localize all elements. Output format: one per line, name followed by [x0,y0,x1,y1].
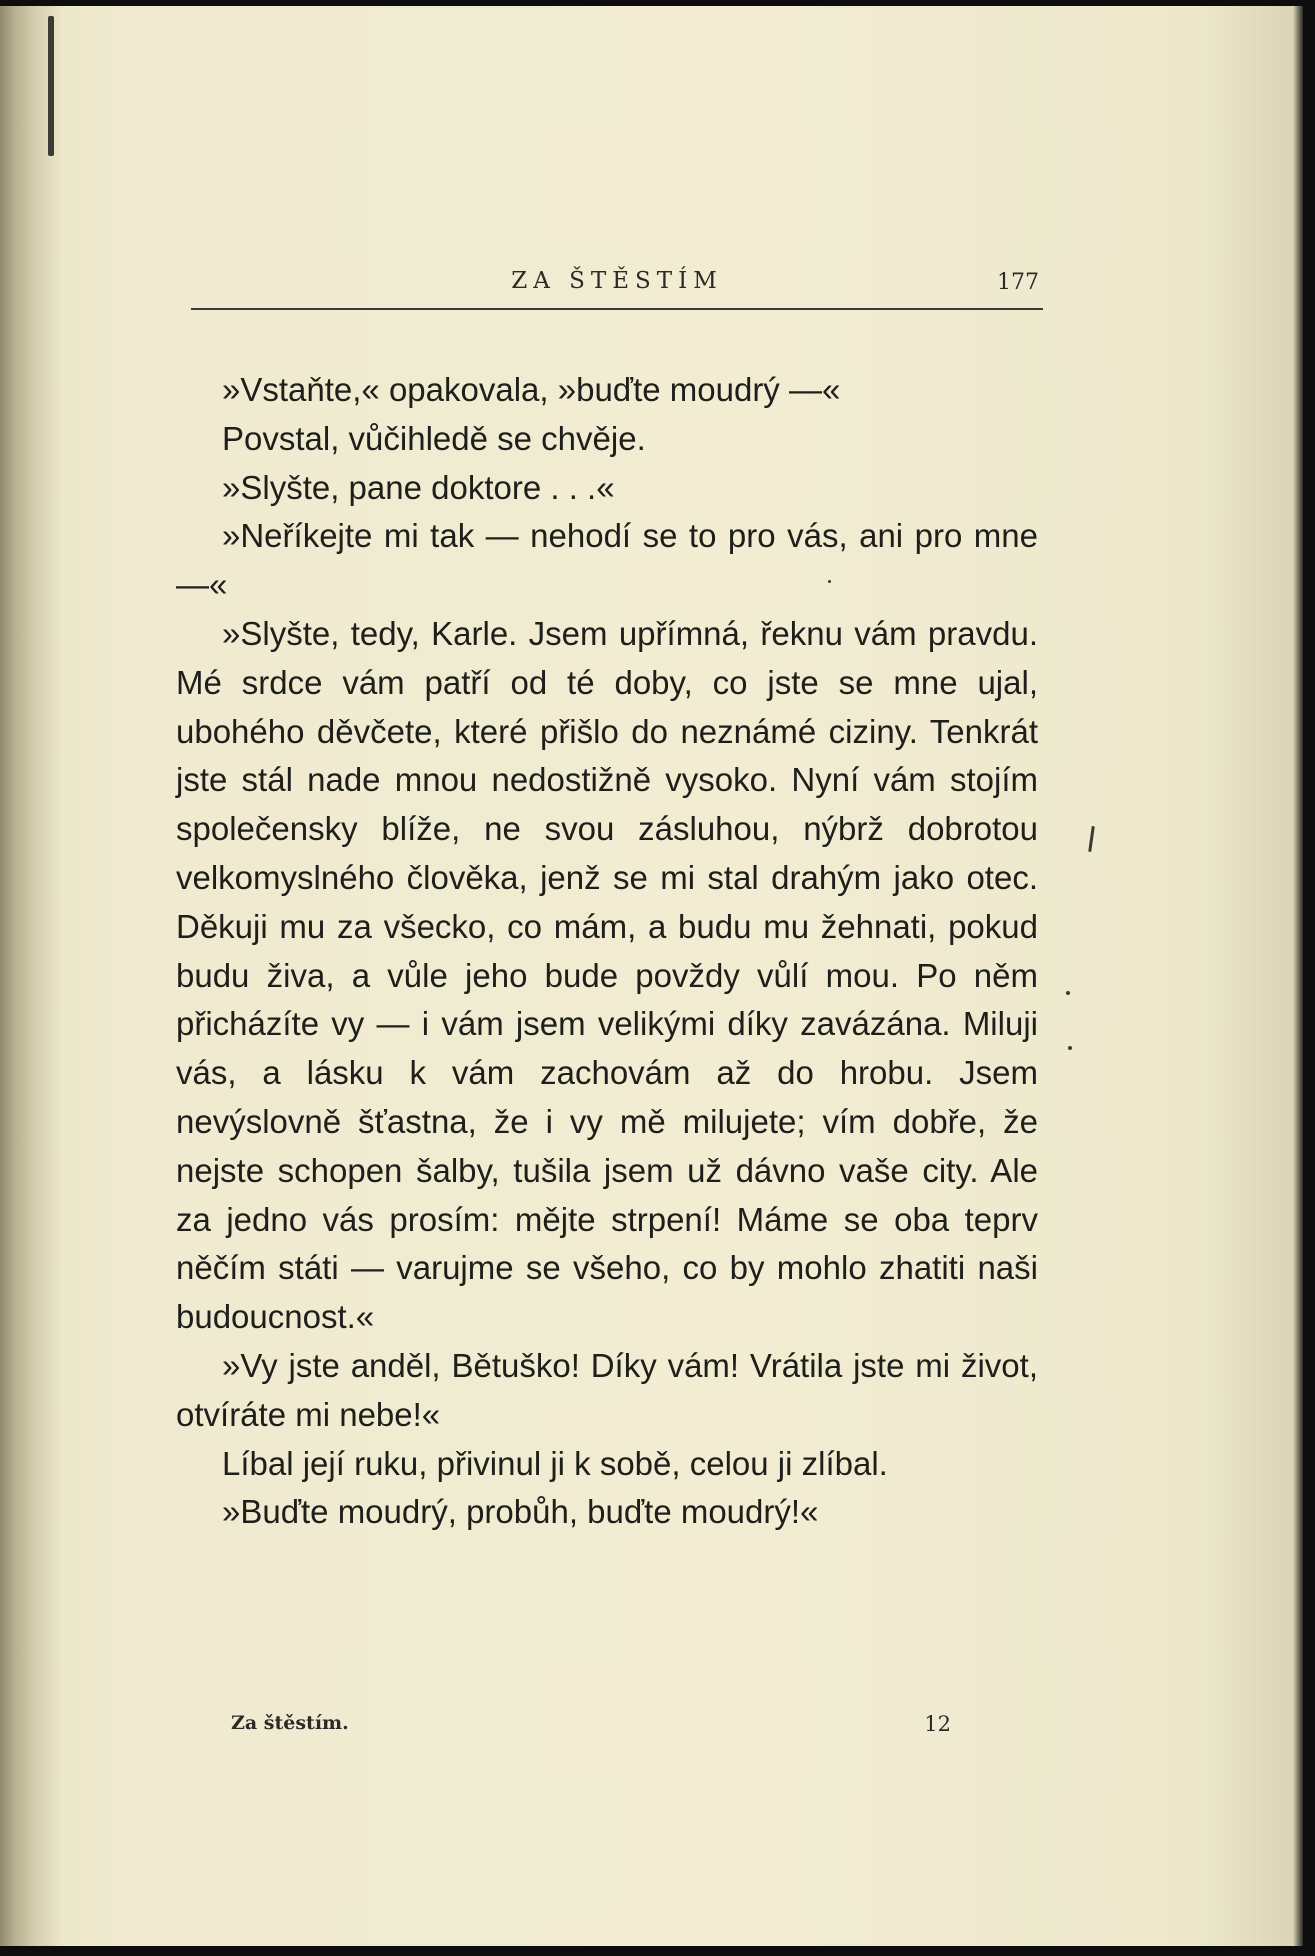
page-edge-shadow [1293,6,1303,1946]
body-text [176,366,1038,1537]
signature-number: 12 [924,1712,951,1736]
paragraph: »Slyšte, tedy, Karle. Jsem upřímná, řeknu vám pravdu. Mé srdce vám patří od té doby, co jste se mne ujal, ubohého děvčete, které přišlo do neznámé ciziny. Tenkrát jste stál nade mnou nedostižně vysoko. Nyní vám stojím společensky blíže, ne svou zásluhou, nýbrž dobrotou velkomyslného člověka, jenž se mi stal drahým jako otec. Děkuji mu za všecko, co mám, a budu mu žehnati, pokud budu živa, a vůle jeho bude povždy vůlí mou. Po něm přicházíte vy — i vám jsem velikými díky zavázána. Miluji vás, a lásku k vám zachovám až do hrobu. Jsem nevýslovně šťastna, že i vy mě milujete; vím dobře, že nejste schopen šalby, tušila jsem už dávno vaše city. Ale za jedno vás prosím: mějte strpení! Máme se oba teprv něčím státi — varujme se všeho, co by mohlo zhatiti naši budoucnost.« [176,614,1038,1336]
signature-footer [231,1712,951,1742]
signature-title: Za štěstím. [231,1712,349,1734]
paragraph: »Neříkejte mi tak — nehodí se to pro vás, ani pro mne —« [176,517,1038,604]
paper-speck [828,580,831,583]
paragraph: »Buďte moudrý, probůh, buďte moudrý!« [222,1493,819,1531]
running-title: ZA ŠTĚSTÍM [511,268,723,294]
paragraph: »Vstaňte,« opakovala, »buďte moudrý —« [222,371,841,408]
paper-speck [1088,826,1095,852]
paragraph: »Vy jste anděl, Bětuško! Díky vám! Vrátila jste mi život, otvíráte mi nebe!« [176,1346,1038,1433]
paragraph: »Slyšte, pane doktore . . .« [222,468,615,506]
paragraph: Líbal její ruku, přivinul ji k sobě, celou ji zlíbal. [222,1444,888,1482]
paper-speck [1068,1046,1072,1050]
paper-speck [1066,991,1070,995]
page-number: 177 [997,270,1039,295]
running-header [191,268,1043,310]
paragraph: Povstal, vůčihledě se chvěje. [222,419,646,457]
page-spine-shadow [0,6,62,1946]
book-page [0,6,1303,1946]
binding-mark [48,16,54,156]
